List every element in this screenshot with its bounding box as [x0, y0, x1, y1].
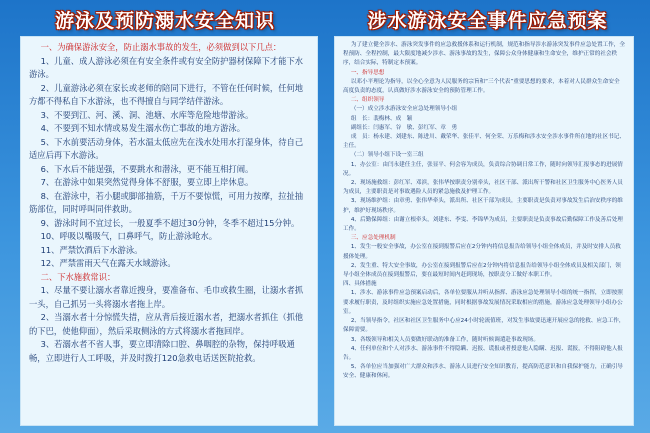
left-paragraph: 2、当溺水者十分惊慌失措，应从背后接近溺水者，把溺水者抓住（抓他的下巴，使他仰面），然后采取侧泳的方式将溺水者拖回岸。: [29, 312, 304, 336]
right-title: 涉水游泳安全事件应急预案: [367, 10, 608, 32]
left-paragraph: 6、下水后不能逞强，不要跳水和潜泳，更不能互相打闹。: [40, 163, 254, 174]
right-paragraph: 副组长：闫惠军、谷 敏、彭红军、章 勇: [350, 124, 458, 131]
right-paragraph: 以邓小平理论为指导，以全心全意为人民服务的宗旨和“三个代表”重要思想的要求，本着对人民群众生命安全高度负责的态度，认真做好涉水游泳安全的预防管理工作。: [343, 78, 620, 95]
right-paragraph: 成 员：杨永建、刘建东、陈进川、戴荣华、张佳平、何全荣、万乐梅和涉水安全涉水事件所在地的社区书记、主任。: [343, 134, 625, 150]
left-paragraph: 9、游泳时间不宜过长，一般夏季不超过30分钟，冬季不超过15分钟。: [40, 217, 300, 228]
left-paragraph: 1、儿童、成人游泳必须在有安全条件或有安全防护器材保障下才能下水游泳。: [29, 55, 304, 79]
left-paragraph: 1、尽量不要让溺水者靠近搜身，要准备布、毛巾或救生圈，让溺水者抓一头，自己抓另一头将溺水者拖上岸。: [29, 285, 304, 309]
right-paragraph: 1、发生一般安全事故，办公室在接到报警后应在2分钟内将信息报告给领导小组全体成员，并及时安排人员救援体处理。: [343, 244, 621, 260]
right-paragraph: （二）领导小组下设一室三组: [350, 152, 424, 159]
right-paragraph: 组 长：裴梅林、成 颖: [350, 115, 413, 122]
right-paragraph: 1、办公室：由闫永建任主任，张显平、何会容为成员，负责综合协调日常工作，随时向领导汇报事态的进展情况。: [343, 161, 623, 177]
left-title: 游泳及预防溺水安全知识: [54, 10, 275, 32]
right-paragraph: 四、具体措施: [343, 281, 377, 288]
right-paragraph: 2、当领导指令，社区和社区卫生服务中心应24小时轮流值班，对发生事故要迅速开展应急的抢救、应急工作，保障需要。: [343, 318, 625, 334]
right-paragraph: 2、发生重、特大安全事故，办公室在接到报警后应在2分钟内将信息报告给领导小组全体成员及相关部门，领导小组全体成员在接到报警后，要在最短时间内赶到现场，按职责分工做好本职工作。: [343, 262, 621, 279]
right-paragraph: 1、涉水、游泳事件应急预案启动后，各单位要服从并听从指挥、游泳应急处理领导小组的统一指挥，立即按照要求履行职责，及时组织实施应急处置措施，同时根据事故发展情况采取相应的措施，游泳应急处理领导小组办公室。: [343, 290, 623, 315]
emergency-plan-panel: [334, 36, 634, 426]
left-paragraph: 5、下水前要活动身体，若水温太低应先在浅水处用水打湿身体，待自己适应后再下水游泳。: [29, 136, 304, 160]
left-paragraph: 3、不要到江、河、溪、洞、池塘、水库等危险地带游泳。: [40, 109, 254, 120]
left-paragraph: 3、若溺水者不省人事，要立即清除口腔、鼻咽腔的杂物，保持呼吸通畅，立即进行人工呼吸，并及时拨打120急救电话送医院抢救。: [29, 339, 295, 363]
left-paragraph: 8、在游泳中，若小腿或脚部抽筋，千万不要惊慌，可用力按摩，拉扯抽筋部位，同时呼叫同伴救助。: [29, 190, 304, 214]
right-paragraph: 为了建立健全涉水、游泳突发事件的应急救援体系和运行机制，规范和指导涉水游泳突发事件应急处置工作，全程预防、全程控制，最大限度地减少涉水、游泳事故的发生，保障公众身体健康和生命安全，维护正常的社会秩序，结合实际，特制定本预案。: [343, 42, 625, 67]
left-paragraph: 12、严禁雷雨天气在露天水域游泳。: [40, 258, 176, 268]
right-paragraph: 5、各单位应当加强对广大群众和涉水、游泳人员进行安全知识教育，提高防范意识和自我保护能力，正确引导安全、健康和休闲。: [343, 364, 623, 380]
right-paragraph: 三、应急处理机制: [350, 235, 396, 242]
right-paragraph: 4、任何单位和个人对涉水、游泳事件不得隐瞒、迟报、谎报或者授意他人隐瞒、迟报、谎报，不得阻碍他人报告。: [343, 345, 623, 361]
right-paragraph: 二、组织领导: [350, 97, 385, 104]
left-paragraph: 2、儿童游泳必须在家长或老师的陪同下进行，不管在任何时候，任何地方都不得私自下水游泳，也不得擅自与同学结伴游泳。: [29, 82, 304, 106]
left-paragraph: 10、呼吸以嘴吸气，口鼻呼气，防止游泳呛水。: [40, 231, 218, 241]
left-paragraph: 11、严禁饮酒后下水游泳。: [40, 244, 143, 255]
left-paragraph: 一、为确保游泳安全，防止溺水事故的发生，必须做到以下几点：: [40, 42, 282, 52]
right-paragraph: 一、指导思想: [350, 69, 385, 76]
right-paragraph: 2、现场施救组：彭红军、邓滨，张伟华按职责分别牵头，社区干部、派出所干警和社区卫生服务中心医务人员为成员，主要职责是对事故遇险人员的紧急施救及护理工作。: [343, 180, 623, 196]
right-paragraph: 3、各级领导和相关人员要做好联动的准备工作，随时听候调遣赴事故现场。: [350, 336, 539, 343]
left-paragraph: 二、下水施救常识：: [40, 271, 116, 282]
right-paragraph: 3、现场维护组：由章勇、张伟华牵头，派出所、社区干部为成员，主要职责是负责对事故发生后治安秩序的维护，维护好现场秩序。: [343, 198, 623, 214]
swimming-safety-panel: [20, 36, 318, 426]
right-paragraph: （一）成立涉水游泳安全应急处理领导小组: [350, 106, 458, 113]
left-paragraph: 7、在游泳中如果突然觉得身体不舒服，要立即上岸休息。: [40, 177, 254, 187]
right-paragraph: 4、后勤保障组：由谢立根牵头，刘建东、李雯、李锦华为成员，主要职责是负责事故后勤保障工作及善后处理工作。: [343, 216, 623, 233]
left-paragraph: 4、不要到不知水情或易发生溺水伤亡事故的地方游泳。: [40, 123, 246, 133]
